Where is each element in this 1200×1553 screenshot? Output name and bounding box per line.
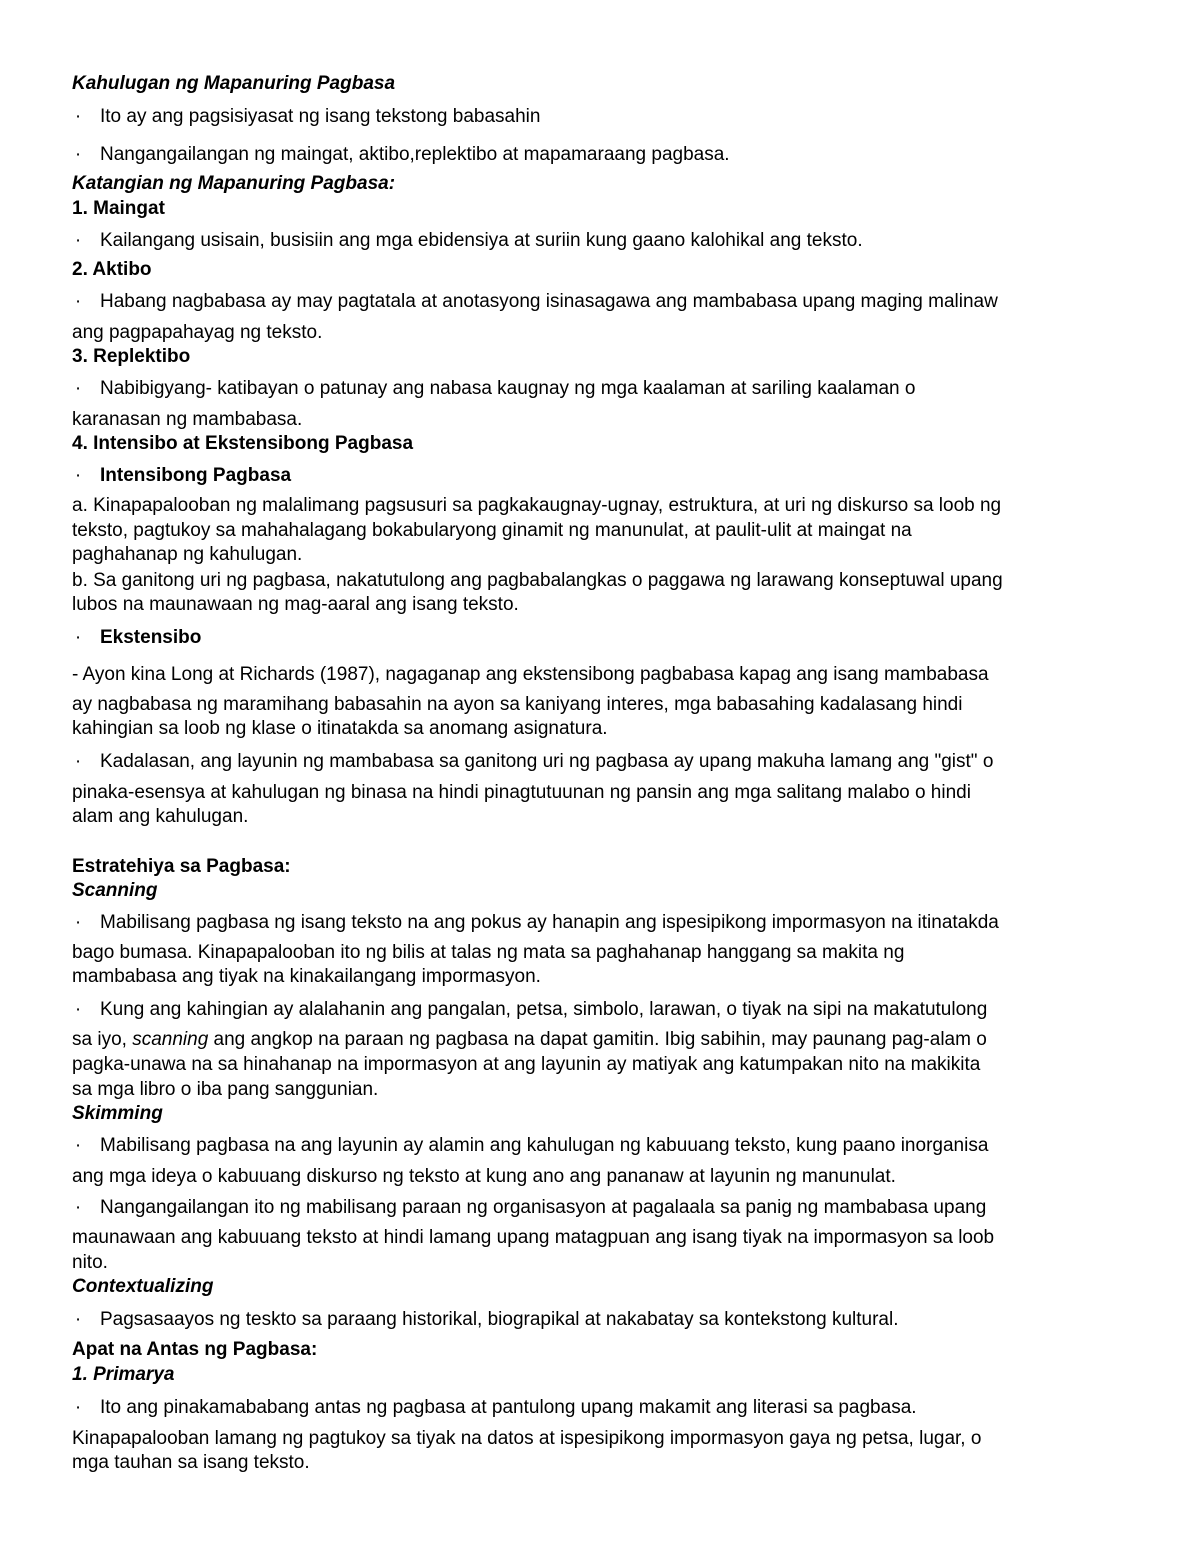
subheading-primarya: 1. Primarya (72, 1364, 175, 1385)
intensibo-b-line-2: lubos na maunawaan ng mag-aaral ang isang teksto. (72, 594, 519, 615)
kahulugan-bullet-2: Nangangailangan ng maingat, aktibo,replektibo at mapamaraang pagbasa. (100, 144, 730, 165)
subheading-intensibo-ekstensibo: 4. Intensibo at Ekstensibong Pagbasa (72, 433, 414, 454)
scanning-bullet-2-line-3: pagka-unawa na sa hinahanap na impormasyon at ang layunin ay matiyak ang katumpakan nito na makikita (72, 1054, 981, 1075)
bullet-icon: · (74, 999, 82, 1020)
maingat-bullet: Kailangang usisain, busisiin ang mga ebidensiya at suriin kung gaano kalohikal ang teksto. (100, 230, 863, 251)
bullet-icon: · (74, 912, 82, 933)
skimming-bullet-1-line-2: ang mga ideya o kabuuang diskurso ng teksto at kung ano ang pananaw at layunin ng manunulat. (72, 1166, 896, 1187)
scanning-bullet-2-line-2-end: ang angkop na paraan ng pagbasa na dapat gamitin. Ibig sabihin, may paunang pag-alam o (208, 1029, 987, 1050)
intensibo-a-line-3: paghahanap ng kahulugan. (72, 544, 303, 565)
ekstensibo-para-line-1: - Ayon kina Long at Richards (1987), nagaganap ang ekstensibong pagbabasa kapag ang isang mambabasa (72, 664, 989, 685)
subheading-skimming: Skimming (72, 1103, 163, 1124)
section-heading-apat-na-antas: Apat na Antas ng Pagbasa: (72, 1339, 318, 1360)
section-heading-kahulugan: Kahulugan ng Mapanuring Pagbasa (72, 73, 396, 94)
replektibo-bullet-line-1: Nabibigyang- katibayan o patunay ang nabasa kaugnay ng mga kaalaman at sariling kaalaman o (100, 378, 916, 399)
bullet-icon: · (74, 106, 82, 127)
replektibo-bullet-line-2: karanasan ng mambabasa. (72, 409, 303, 430)
section-heading-katangian: Katangian ng Mapanuring Pagbasa: (72, 173, 396, 194)
scanning-bullet-1-line-2: bago bumasa. Kinapapalooban ito ng bilis at talas ng mata sa paghahanap hanggang sa makita ng (72, 942, 905, 963)
subheading-ekstensibo: Ekstensibo (100, 627, 202, 648)
scanning-bullet-1-line-3: mambabasa ang tiyak na kinakailangang impormasyon. (72, 966, 541, 987)
intensibo-b-line-1: b. Sa ganitong uri ng pagbasa, nakatutulong ang pagbabalangkas o paggawa ng larawang konseptuwal upang (72, 570, 1003, 591)
scanning-bullet-2-line-4: sa mga libro o iba pang sanggunian. (72, 1079, 379, 1100)
aktibo-bullet-line-1: Habang nagbabasa ay may pagtatala at anotasyong isinasagawa ang mambabasa upang maging malinaw (100, 291, 998, 312)
bullet-icon: · (74, 291, 82, 312)
subheading-scanning: Scanning (72, 880, 158, 901)
bullet-icon: · (74, 1135, 82, 1156)
primarya-para-line-1: Kinapapalooban lamang ng pagtukoy sa tiyak na datos at ispesipikong impormasyon gaya ng petsa, lugar, o (72, 1428, 982, 1449)
bullet-icon: · (74, 144, 82, 165)
ekstensibo-para-line-2: ay nagbabasa ng maramihang babasahin na ayon sa kaniyang interes, mga babasahing kadalasang hindi (72, 694, 963, 715)
section-heading-estratehiya: Estratehiya sa Pagbasa: (72, 856, 291, 877)
contextualizing-bullet: Pagsasaayos ng teskto sa paraang historikal, biograpikal at nakabatay sa kontekstong kultural. (100, 1309, 899, 1330)
skimming-bullet-2-line-1: Nangangailangan ito ng mabilisang paraan ng organisasyon at pagalaala sa panig ng mambabasa upang (100, 1197, 987, 1218)
scanning-bullet-1-line-1: Mabilisang pagbasa ng isang teksto na ang pokus ay hanapin ang ispesipikong impormasyon na itinatakda (100, 912, 999, 933)
intensibo-a-line-2: teksto, pagtukoy sa mahahalagang bokabularyong ginamit ng manunulat, at paulit-ulit at maingat na (72, 520, 912, 541)
primarya-bullet: Ito ang pinakamababang antas ng pagbasa at pantulong upang makamit ang literasi sa pagbasa. (100, 1397, 917, 1418)
bullet-icon: · (74, 378, 82, 399)
ekstensibo-para-line-3: kahingian sa loob ng klase o itinatakda sa anomang asignatura. (72, 718, 608, 739)
bullet-icon: · (74, 1397, 82, 1418)
bullet-icon: · (74, 1197, 82, 1218)
primarya-para-line-2: mga tauhan sa isang teksto. (72, 1452, 310, 1473)
subheading-contextualizing: Contextualizing (72, 1276, 214, 1297)
scanning-bullet-2-line-2-start: sa iyo, (72, 1029, 133, 1050)
aktibo-bullet-line-2: ang pagpapahayag ng teksto. (72, 322, 323, 343)
subheading-aktibo: 2. Aktibo (72, 259, 152, 280)
bullet-icon: · (74, 465, 82, 486)
scanning-bullet-2-line-2 (72, 1029, 987, 1051)
skimming-bullet-2-line-3: nito. (72, 1252, 108, 1273)
kahulugan-bullet-1: Ito ay ang pagsisiyasat ng isang tekstong babasahin (100, 106, 541, 127)
ekstensibo-bullet-line-1: Kadalasan, ang layunin ng mambabasa sa ganitong uri ng pagbasa ay upang makuha lamang ang "gist" o (100, 751, 994, 772)
skimming-bullet-2-line-2: maunawaan ang kabuuang teksto at hindi lamang upang matagpuan ang isang tiyak na impormasyon sa loob (72, 1227, 995, 1248)
scanning-emphasis: scanning (132, 1029, 209, 1050)
skimming-bullet-1-line-1: Mabilisang pagbasa na ang layunin ay alamin ang kahulugan ng kabuuang teksto, kung paano inorganisa (100, 1135, 989, 1156)
ekstensibo-bullet-line-3: alam ang kahulugan. (72, 806, 249, 827)
bullet-icon: · (74, 1309, 82, 1330)
bullet-icon: · (74, 230, 82, 251)
subheading-replektibo: 3. Replektibo (72, 346, 191, 367)
bullet-icon: · (74, 751, 82, 772)
subheading-intensibong-pagbasa: Intensibong Pagbasa (100, 465, 292, 486)
ekstensibo-bullet-line-2: pinaka-esensya at kahulugan ng binasa na hindi pinagtutuunan ng pansin ang mga salitang malabo o hindi (72, 782, 971, 803)
scanning-bullet-2-line-1: Kung ang kahingian ay alalahanin ang pangalan, petsa, simbolo, larawan, o tiyak na sipi na makatutulong (100, 999, 988, 1020)
subheading-maingat: 1. Maingat (72, 198, 165, 219)
intensibo-a-line-1: a. Kinapapalooban ng malalimang pagsusuri sa pagkakaugnay-ugnay, estruktura, at uri ng diskurso sa loob ng (72, 495, 1002, 516)
bullet-icon: · (74, 627, 82, 648)
